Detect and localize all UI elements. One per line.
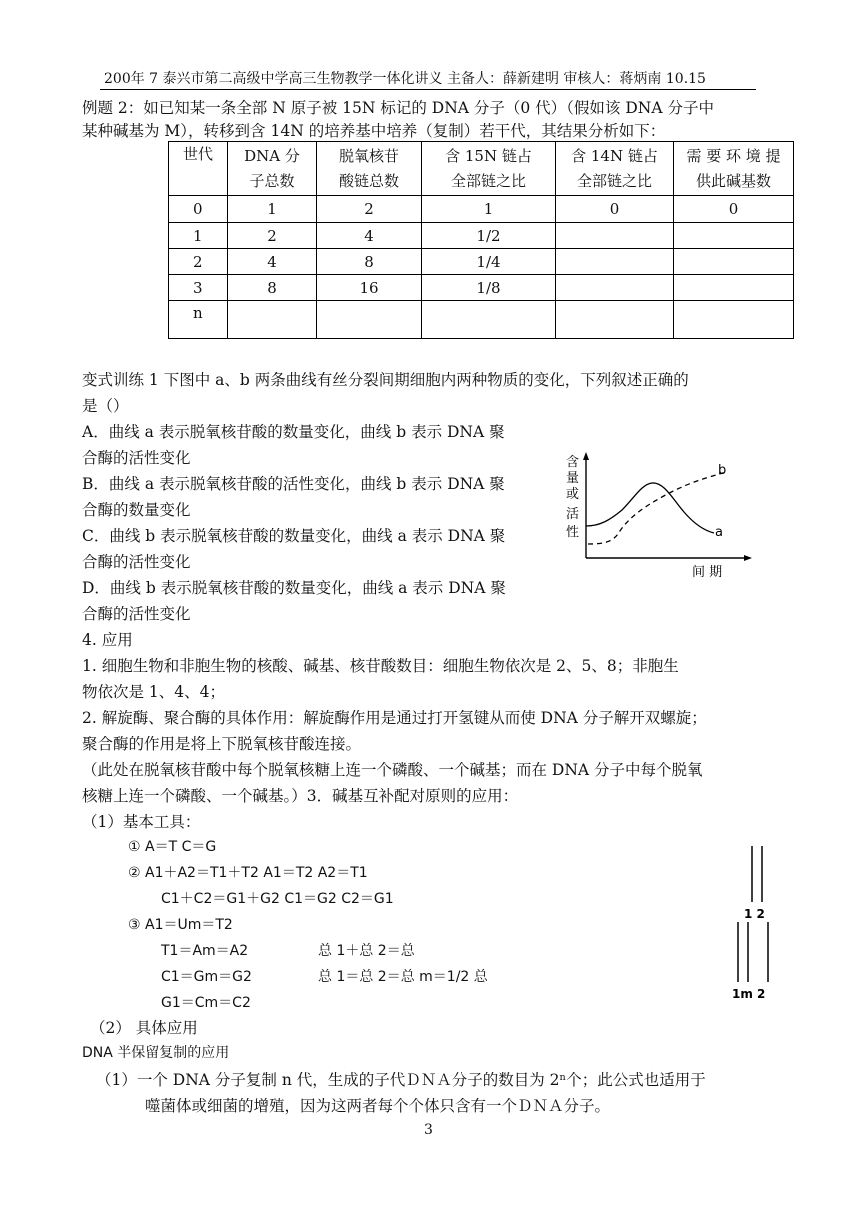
specific-application-heading: （2） 具体应用	[90, 1019, 198, 1037]
table-cell: 1/2	[422, 223, 556, 249]
application-p2-line1: 2. 解旋酶、聚合酶的具体作用：解旋酶作用是通过打开氢键从而使 DNA 分子解开双螺旋；	[82, 709, 707, 727]
table-cell	[556, 223, 674, 249]
option-b-line2: 合酶的数量变化	[82, 501, 191, 519]
table-cell: 1/4	[422, 249, 556, 275]
table-cell: 0	[556, 196, 674, 223]
application-p3-line1: （此处在脱氧核苷酸中每个脱氧核糖上连一个磷酸、一个碱基；而在 DNA 分子中每个脱氧	[82, 761, 703, 779]
y-label-char: 活	[566, 507, 580, 522]
semi-conservative-heading: DNA 半保留复制的应用	[82, 1045, 230, 1061]
basic-tools-heading: （1）基本工具：	[82, 813, 201, 831]
curve-b-label: b	[718, 463, 727, 478]
formula-1: ① A＝T C＝G	[128, 839, 217, 855]
table-cell: n	[169, 301, 228, 339]
table-cell: 4	[317, 223, 422, 249]
example2-line2: 某种碱基为 M），转移到含 14N 的培养基中培养（复制）若干代，其结果分析如下：	[82, 122, 666, 140]
table-header-cell: DNA 分 子总数	[228, 142, 317, 196]
y-label-char: 含	[566, 455, 580, 470]
table-header-cell: 含 15N 链占 全部链之比	[422, 142, 556, 196]
table-cell: 1/8	[422, 275, 556, 301]
application-p3-line2: 核糖上连一个磷酸、一个碱基。）3．碱基互补配对原则的应用：	[82, 787, 519, 805]
strand-top-label: 1 2	[744, 907, 765, 921]
y-axis-arrow	[583, 452, 589, 460]
table-row	[169, 223, 794, 249]
table-cell: 0	[169, 196, 228, 223]
option-d-line2: 合酶的活性变化	[82, 605, 191, 623]
page-header: 200年 7 泰兴市第二高级中学高三生物教学一体化讲义 主备人：薛新建明 审核人：蒋炳南 10.15	[104, 71, 706, 87]
page-number: 3	[424, 1122, 433, 1138]
option-d-line1: D．曲线 b 表示脱氧核苷酸的数量变化，曲线 a 表示 DNA 聚	[82, 579, 506, 597]
table-cell: 8	[228, 275, 317, 301]
table-cell	[674, 275, 794, 301]
table-cell	[317, 301, 422, 339]
table-cell: 3	[169, 275, 228, 301]
table-header-cell: 含 14N 链占 全部链之比	[556, 142, 674, 196]
table-header-cell: 世代	[169, 142, 228, 196]
formula-3a: ③ A1＝Um＝T2	[128, 917, 233, 933]
table-cell: 8	[317, 249, 422, 275]
table-cell: 1	[169, 223, 228, 249]
formula-3c: C1＝Gm＝G2	[161, 969, 252, 985]
formula-3d: G1＝Cm＝C2	[161, 995, 251, 1011]
table-cell	[422, 301, 556, 339]
replication-rule-line2: 噬菌体或细菌的增殖，因为这两者每个个体只含有一个ＤＮＡ分子。	[145, 1097, 611, 1115]
option-a-line2: 合酶的活性变化	[82, 449, 191, 467]
table-cell: 1	[228, 196, 317, 223]
formula-3b: T1＝Am＝A2	[161, 943, 249, 959]
table-cell	[674, 301, 794, 339]
table-row	[169, 249, 794, 275]
table-header-cell: 需 要 环 境 提 供此碱基数	[674, 142, 794, 196]
curve-b	[588, 472, 728, 544]
table-row	[169, 196, 794, 223]
curve-figure	[560, 446, 760, 584]
application-p1-line1: 1. 细胞生物和非胞生物的核酸、碱基、核苷酸数目：细胞生物依次是 2、5、8；非胞生	[82, 657, 679, 675]
table-cell: 1	[422, 196, 556, 223]
formula-2b: C1＋C2＝G1＋G2 C1＝G2 C2＝G1	[161, 891, 394, 907]
table-cell: 2	[169, 249, 228, 275]
option-c-line1: C．曲线 b 表示脱氧核苷酸的数量变化，曲线 a 表示 DNA 聚	[82, 527, 506, 545]
dna-strand-figure	[726, 842, 786, 1002]
replication-rule-line1: （1）一个 DNA 分子复制 n 代，生成的子代ＤＮＡ分子的数目为 2ⁿ个；此公式也适用于	[96, 1071, 706, 1089]
application-p1-line2: 物依次是 1、4、4；	[82, 683, 226, 701]
table-header-row	[169, 142, 794, 196]
application-p2-line2: 聚合酶的作用是将上下脱氧核苷酸连接。	[82, 735, 362, 753]
formula-3c-total: 总 1＝总 2＝总 m＝1/2 总	[318, 969, 488, 985]
table-cell: 0	[674, 196, 794, 223]
curve-a-label: a	[715, 525, 723, 540]
table-cell	[556, 249, 674, 275]
table-cell	[228, 301, 317, 339]
table-header-cell: 脱氧核苷 酸链总数	[317, 142, 422, 196]
formula-2a: ② A1＋A2＝T1＋T2 A1＝T2 A2＝T1	[128, 865, 368, 881]
table-cell	[556, 301, 674, 339]
table-cell	[674, 223, 794, 249]
table-cell	[556, 275, 674, 301]
option-b-line1: B．曲线 a 表示脱氧核苷酸的活性变化，曲线 b 表示 DNA 聚	[82, 475, 505, 493]
table-cell: 4	[228, 249, 317, 275]
y-label-char: 性	[566, 525, 580, 540]
option-a-line1: A．曲线 a 表示脱氧核苷酸的数量变化，曲线 b 表示 DNA 聚	[82, 423, 505, 441]
application-title: 4. 应用	[82, 631, 133, 649]
y-label-char: 或	[566, 487, 580, 502]
exercise-question-line1: 变式训练 1 下图中 a、b 两条曲线有丝分裂间期细胞内两种物质的变化，下列叙述正确的	[82, 371, 689, 389]
table-cell	[674, 249, 794, 275]
y-label-char: 量	[566, 471, 580, 486]
formula-3b-total: 总 1＋总 2＝总	[318, 943, 415, 959]
x-axis-label: 间 期	[692, 565, 723, 580]
example2-line1: 例题 2：如已知某一条全部 N 原子被 15N 标记的 DNA 分子（0 代）（假如该 DNA 分子中	[82, 99, 714, 117]
curve-a	[586, 483, 714, 533]
table-cell: 16	[317, 275, 422, 301]
option-c-line2: 合酶的活性变化	[82, 553, 191, 571]
generation-table	[168, 141, 794, 339]
x-axis-arrow	[744, 555, 752, 561]
header-rule	[100, 89, 756, 90]
table-row	[169, 275, 794, 301]
table-cell: 2	[228, 223, 317, 249]
exercise-question-line2: 是（）	[82, 397, 129, 415]
table-row	[169, 301, 794, 339]
strand-bottom-label: 1m 2	[732, 987, 766, 1001]
table-cell: 2	[317, 196, 422, 223]
